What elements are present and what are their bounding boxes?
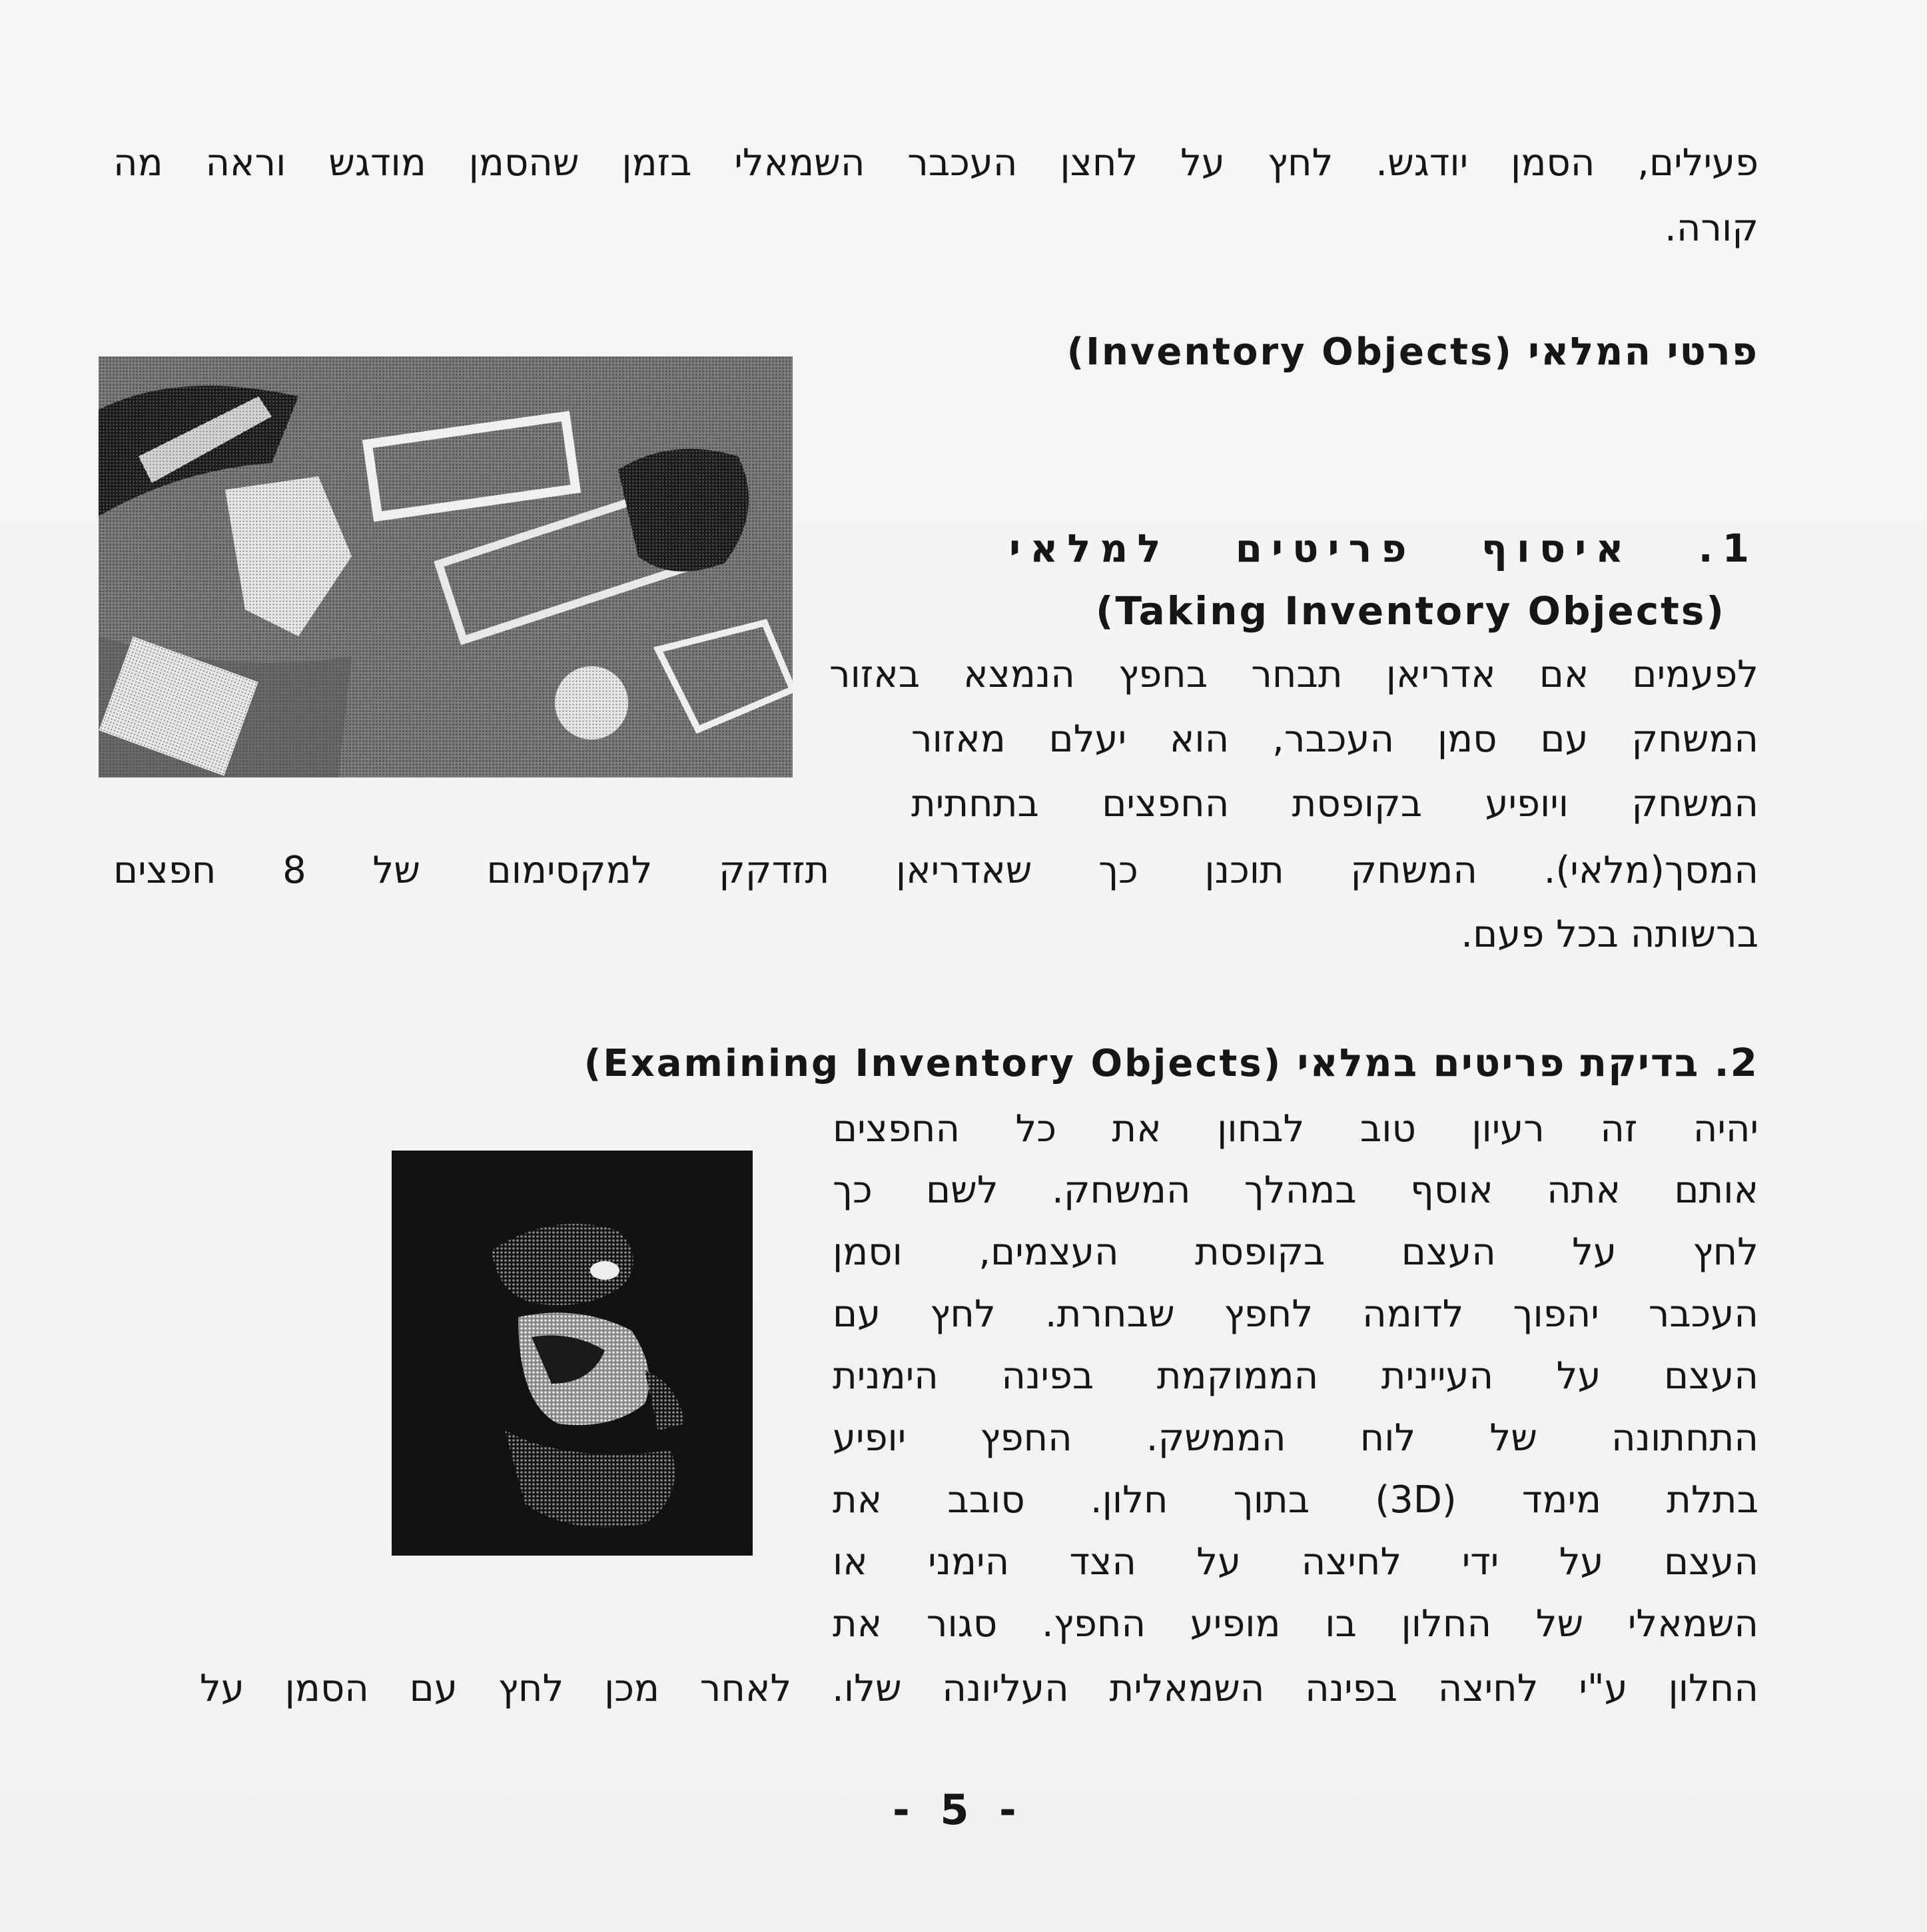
section-title xyxy=(799,328,1758,376)
text-line: התחתונה של לוח הממשק. החפץ יופיע xyxy=(833,1416,1758,1460)
text-line: יהיה זה רעיון טוב לבחון את כל החפצים xyxy=(833,1107,1758,1151)
subsection-subtitle-1: (Taking Inventory Objects) xyxy=(1096,588,1726,634)
subsection-title-2-english: (Examining Inventory Objects) xyxy=(583,1042,1283,1085)
examine-object-image xyxy=(392,1151,753,1556)
page-number: - 5 - xyxy=(893,1785,1024,1834)
text-line: המשחק ויופיע בקופסת החפצים בתחתית xyxy=(911,782,1758,825)
text-line: החלון ע"י לחיצה בפינה השמאלית העליונה שלו. לאחר מכן לחץ עם הסמן על xyxy=(200,1667,1758,1710)
text-line: העצם על ידי לחיצה על הצד הימני או xyxy=(833,1540,1758,1584)
text-line: אותם אתה אוסף במהלך המשחק. לשם כך xyxy=(833,1169,1758,1212)
text-line: בתלת מימד (3D) בתוך חלון. סובב את xyxy=(833,1478,1758,1522)
subsection-title-2-hebrew: 2. בדיקת פריטים במלאי xyxy=(1297,1040,1758,1085)
text-line: העצם על העיינית הממוקמת בפינה הימנית xyxy=(833,1354,1758,1398)
text-line: העכבר יהפוך לדומה לחפץ שבחרת. לחץ עם xyxy=(833,1292,1758,1336)
text-line: השמאלי של החלון בו מופיע החפץ. סגור את xyxy=(833,1602,1758,1646)
subsection-title-2 xyxy=(340,1039,1758,1087)
section-title-english: (Inventory Objects) xyxy=(1066,330,1513,374)
inventory-objects-image xyxy=(99,356,793,777)
text-line: המסך(מלאי). המשחק תוכנן כך שאדריאן תזדקק למקסימום של 8 חפצים xyxy=(113,849,1759,892)
text-line: פעילים, הסמן יודגש. לחץ על לחצן העכבר השמאלי בזמן שהסמן מודגש וראה מה xyxy=(113,141,1758,185)
text-line: המשחק עם סמן העכבר, הוא יעלם מאזור xyxy=(911,718,1758,761)
section-title-hebrew: פרטי המלאי xyxy=(1528,328,1758,374)
text-line: קורה. xyxy=(1665,207,1758,250)
inventory-objects-illustration xyxy=(99,356,793,777)
text-line: ברשותה בכל פעם. xyxy=(1461,913,1758,956)
subsection-title-1: 1. איסוף פריטים למלאי xyxy=(1009,526,1758,571)
text-line: לפעמים אם אדריאן תבחר בחפץ הנמצא באזור xyxy=(829,653,1758,696)
text-line: לחץ על העצם בקופסת העצמים, וסמן xyxy=(833,1230,1758,1274)
examine-object-illustration xyxy=(392,1151,753,1556)
